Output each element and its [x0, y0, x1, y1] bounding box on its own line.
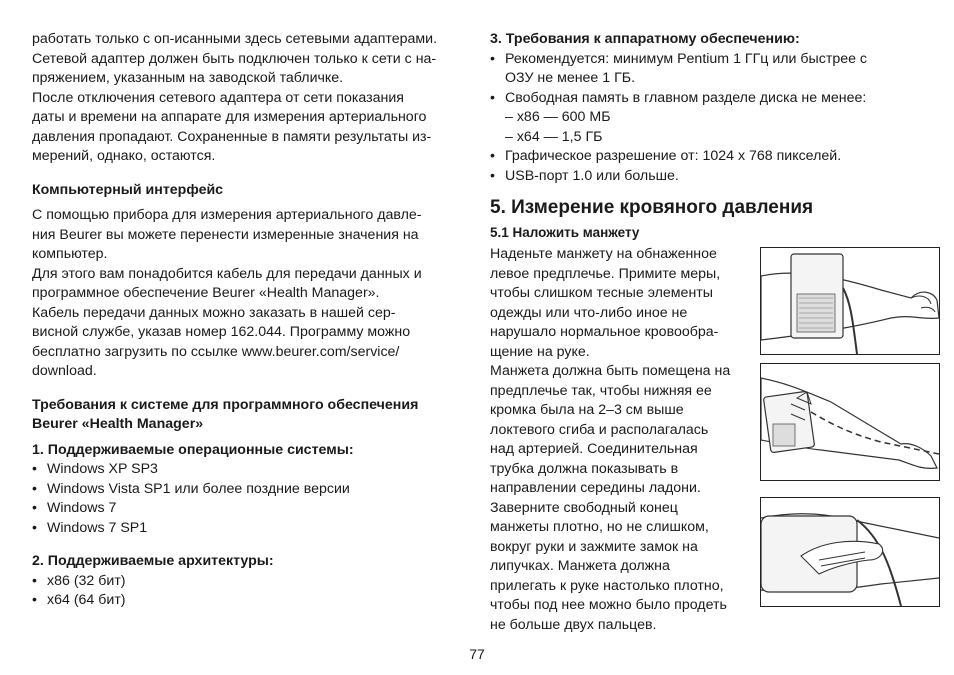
text-line: ния Beurer вы можете перенести измеренные значения на [32, 226, 419, 243]
text-line: вокруг руки и зажмите замок на [490, 538, 698, 555]
list-item: • Графическое разрешение от: 1024 x 768 пикселей. [490, 147, 920, 167]
text-line: Рекомендуется: минимум Pentium 1 ГГц или быстрее с [505, 50, 868, 67]
heading-line: Beurer «Health Manager» [32, 416, 204, 432]
text-line: локтевого сгиба и располагалась [490, 421, 709, 438]
text-line: одежды или что-либо иное не [490, 304, 688, 321]
list-item: • Windows 7 [32, 499, 464, 519]
text-line: download. [32, 363, 97, 379]
text-line: Заверните свободный конец [490, 499, 678, 516]
text-line: программное обеспечение Beurer «Health Manager». [32, 285, 380, 301]
text-line: Кабель передачи данных можно заказать в нашей сер- [32, 304, 396, 321]
list-item: • Свободная память в главном разделе диска не менее: [490, 89, 920, 109]
text-line: Сетевой адаптер должен быть подключен только к сети с на- [32, 50, 437, 67]
arch-list [32, 572, 464, 611]
cuff-position-illustration [760, 363, 940, 481]
pc-interface-heading: Компьютерный интерфейс [32, 181, 224, 198]
text-line: нарушало нормальное кровообра- [490, 324, 719, 340]
text-line: чтобы под нее можно было продеть [490, 597, 727, 613]
text-line: чтобы слишком тесные элементы [490, 285, 713, 301]
arm-cuff-position-icon [761, 364, 939, 480]
text-line: прилегать к руке настолько плотно, [490, 577, 724, 594]
list-item: • USB-порт 1.0 или больше. [490, 167, 920, 187]
text-line: даты и времени на аппарате для измерения артериального [32, 109, 427, 125]
intro-paragraph [32, 30, 464, 167]
text-line: висной службе, указав номер 162.044. Программу можно [32, 324, 411, 340]
text-line: После отключения сетевого адаптера от сети показания [32, 89, 404, 106]
text-line: направлении середины ладони. [490, 480, 701, 496]
text-line: предплечье так, чтобы нижняя ее [490, 382, 712, 399]
requirements-heading [32, 396, 464, 435]
text-line: над артерией. Соединительная [490, 441, 698, 457]
text-line: работать только с оп-исанными здесь сетевыми адаптерами. [32, 31, 438, 47]
text-line: липучках. Манжета должна [490, 558, 670, 574]
text-line: трубка должна показывать в [490, 460, 679, 477]
list-item: • x64 (64 бит) [32, 591, 464, 611]
list-item: • Windows XP SP3 [32, 460, 464, 480]
text-line: ОЗУ не менее 1 ГБ. [505, 70, 636, 86]
list-item [490, 50, 920, 89]
arm-cuff-icon [761, 248, 939, 354]
section-title: 5. Измерение кровяного давления [490, 197, 814, 218]
text-line: левое предплечье. Примите меры, [490, 265, 721, 282]
cuff-closing-illustration [760, 497, 940, 607]
subsection-title: 5.1 Наложить манжету [490, 225, 640, 240]
text-line: не больше двух пальцев. [490, 616, 657, 633]
text-line: давления пропадают. Сохраненные в памяти результаты из- [32, 128, 432, 145]
text-line: компьютер. [32, 246, 108, 262]
hand-wrap-cuff-icon [761, 498, 939, 606]
hardware-heading: 3. Требования к аппаратному обеспечению: [490, 31, 800, 47]
text-line: С помощью прибора для измерения артериального давле- [32, 207, 422, 223]
os-list [32, 460, 464, 538]
text-line: кромка была на 2–3 см выше [490, 402, 684, 418]
page-number: 77 [469, 646, 485, 662]
list-item: • Windows 7 SP1 [32, 519, 464, 539]
pc-interface-paragraph [32, 206, 464, 382]
arch-heading: 2. Поддерживаемые архитектуры: [32, 553, 274, 569]
hardware-list [490, 50, 920, 109]
text-line: бесплатно загрузить по ссылке www.beurer.com/service/ [32, 343, 400, 360]
text-line: Наденьте манжету на обнаженное [490, 246, 717, 262]
sublist-item: – x86 — 600 МБ [505, 109, 611, 125]
text-line: мерений, однако, остаются. [32, 148, 216, 164]
text-line: Манжета должна быть помещена на [490, 363, 731, 379]
right-column [490, 30, 920, 243]
os-heading: 1. Поддерживаемые операционные системы: [32, 441, 354, 458]
cuff-on-arm-illustration [760, 247, 940, 355]
sublist-item: – x64 — 1,5 ГБ [505, 128, 603, 145]
list-item: • Windows Vista SP1 или более поздние версии [32, 480, 464, 500]
text-line: манжеты плотно, но не слишком, [490, 519, 709, 535]
left-column [32, 30, 464, 611]
hardware-list-2 [490, 147, 920, 186]
cuff-step-1-text [490, 245, 752, 635]
text-line: щение на руке. [490, 343, 590, 360]
list-item: • x86 (32 бит) [32, 572, 464, 592]
text-line: Для этого вам понадобится кабель для передачи данных и [32, 265, 422, 282]
text-line: пряжением, указанным на заводской табличке. [32, 70, 344, 86]
heading-line: Требования к системе для программного обеспечения [32, 396, 419, 413]
